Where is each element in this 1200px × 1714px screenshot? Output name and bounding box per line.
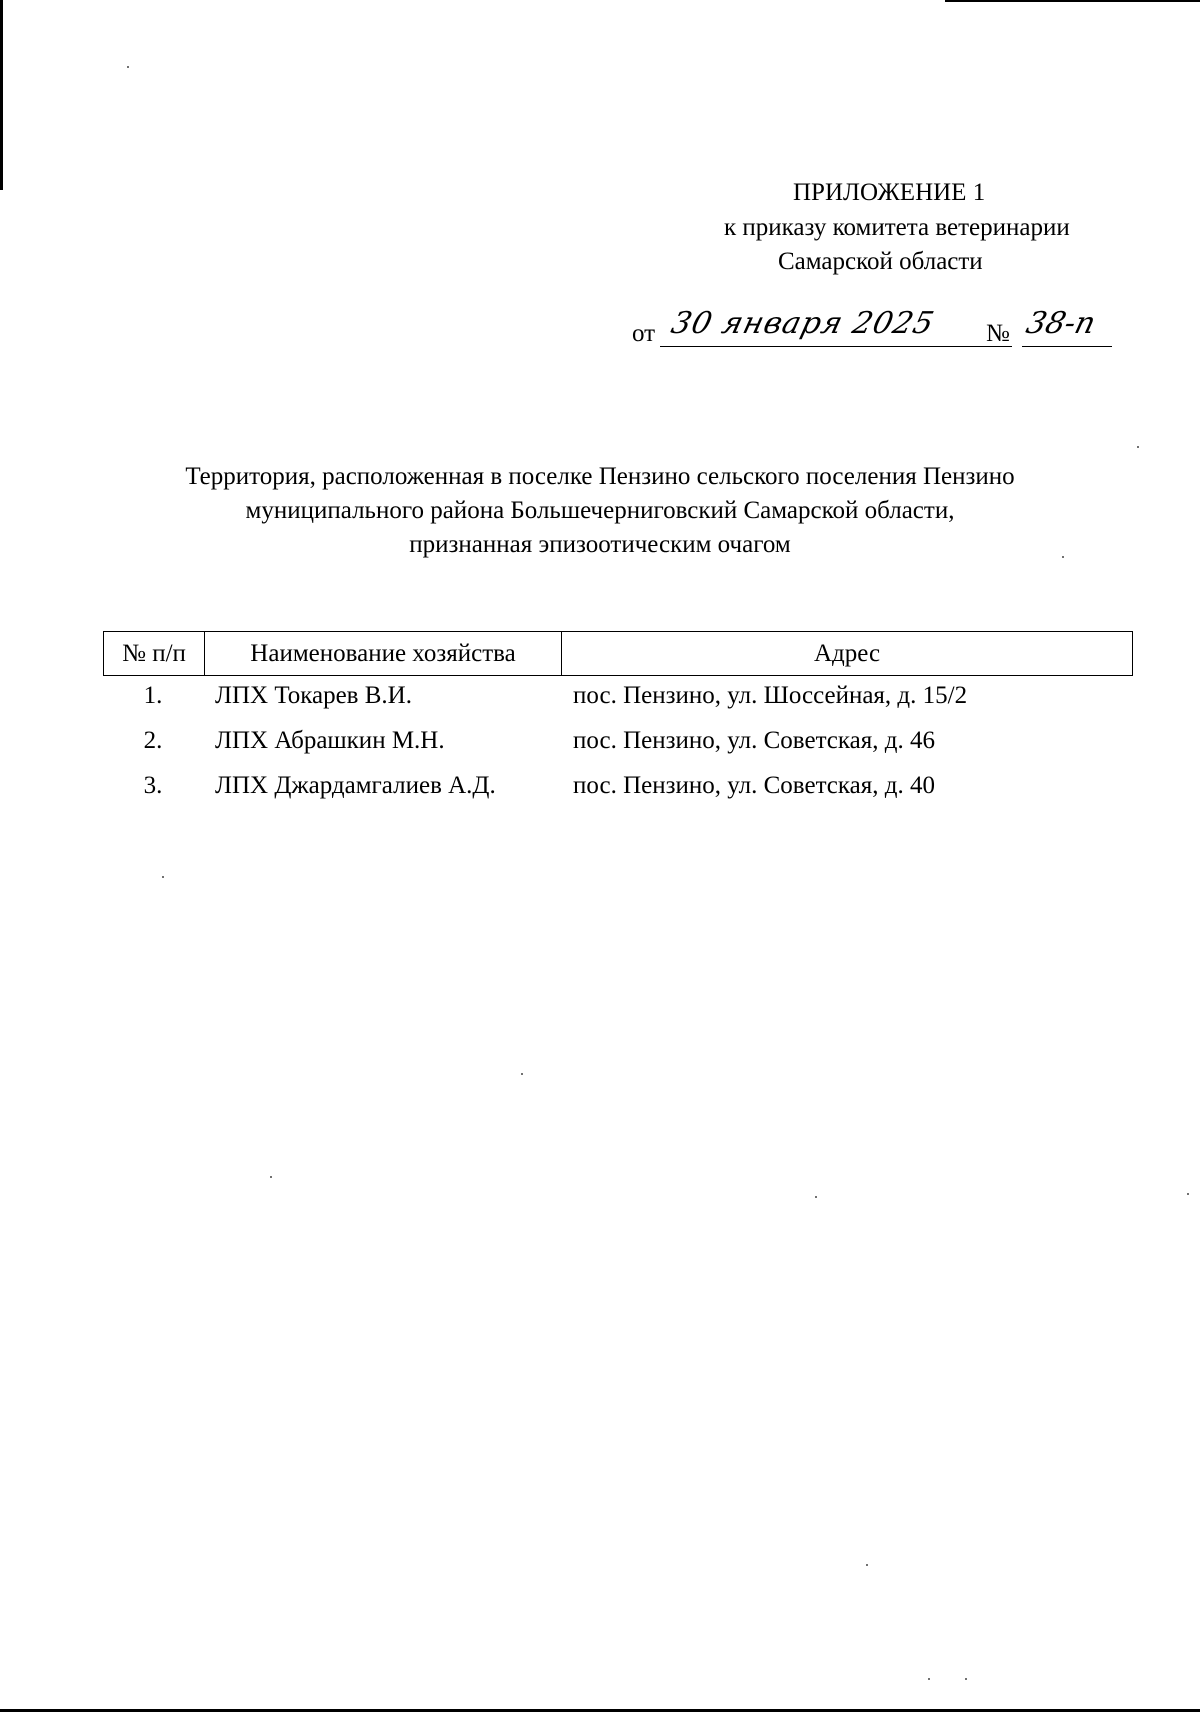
- row-number: 2.: [143, 727, 163, 754]
- scan-speck: [521, 1073, 523, 1075]
- households-table: [103, 631, 1133, 811]
- table-header: [103, 631, 1133, 676]
- table-row: [103, 676, 1133, 721]
- scan-speck: [127, 66, 129, 68]
- scan-speck: [928, 1678, 930, 1680]
- scan-speck: [866, 1564, 868, 1566]
- title-line: муниципального района Большечерниговский Самарской области,: [245, 497, 955, 524]
- scan-speck: [965, 1678, 967, 1680]
- scan-speck: [815, 1196, 817, 1198]
- title-line: признанная эпизоотическим очагом: [409, 531, 791, 558]
- table-row: [103, 721, 1133, 766]
- order-date-number-line: [632, 306, 1122, 356]
- scan-edge-left: [0, 0, 3, 190]
- number-label: №: [986, 320, 1010, 347]
- scan-edge-bottom: [0, 1709, 1200, 1712]
- household-name: ЛПХ Абрашкин М.Н.: [215, 727, 445, 754]
- order-reference: к приказу комитета ветеринарии: [724, 214, 1070, 241]
- scan-speck: [162, 876, 164, 878]
- row-number: 1.: [143, 682, 163, 709]
- region-name: Самарской области: [778, 248, 983, 275]
- scan-speck: [1062, 556, 1064, 558]
- column-header-household: Наименование хозяйства: [250, 640, 516, 667]
- handwritten-date: 30 января 2025: [667, 306, 939, 341]
- scan-speck: [1187, 1193, 1189, 1195]
- document-title: [150, 460, 1050, 562]
- column-header-address: Адрес: [813, 640, 881, 667]
- handwritten-number: 38-п: [1022, 306, 1100, 341]
- household-address: пос. Пензино, ул. Советская, д. 40: [573, 772, 935, 799]
- column-header-number: № п/п: [122, 640, 186, 667]
- appendix-heading: ПРИЛОЖЕНИЕ 1: [793, 179, 986, 206]
- scan-speck: [1137, 446, 1139, 448]
- household-name: ЛПХ Джардамгалиев А.Д.: [215, 772, 496, 799]
- scan-edge-top: [945, 0, 1200, 2]
- household-address: пос. Пензино, ул. Шоссейная, д. 15/2: [573, 682, 968, 709]
- title-line: Территория, расположенная в поселке Пензино сельского поселения Пензино: [185, 463, 1015, 490]
- scan-speck: [270, 1176, 272, 1178]
- table-row: [103, 766, 1133, 811]
- household-address: пос. Пензино, ул. Советская, д. 46: [573, 727, 935, 754]
- from-label: от: [632, 320, 656, 347]
- number-underline: [1022, 346, 1112, 347]
- row-number: 3.: [143, 772, 163, 799]
- household-name: ЛПХ Токарев В.И.: [215, 682, 412, 709]
- date-underline: [660, 346, 1012, 347]
